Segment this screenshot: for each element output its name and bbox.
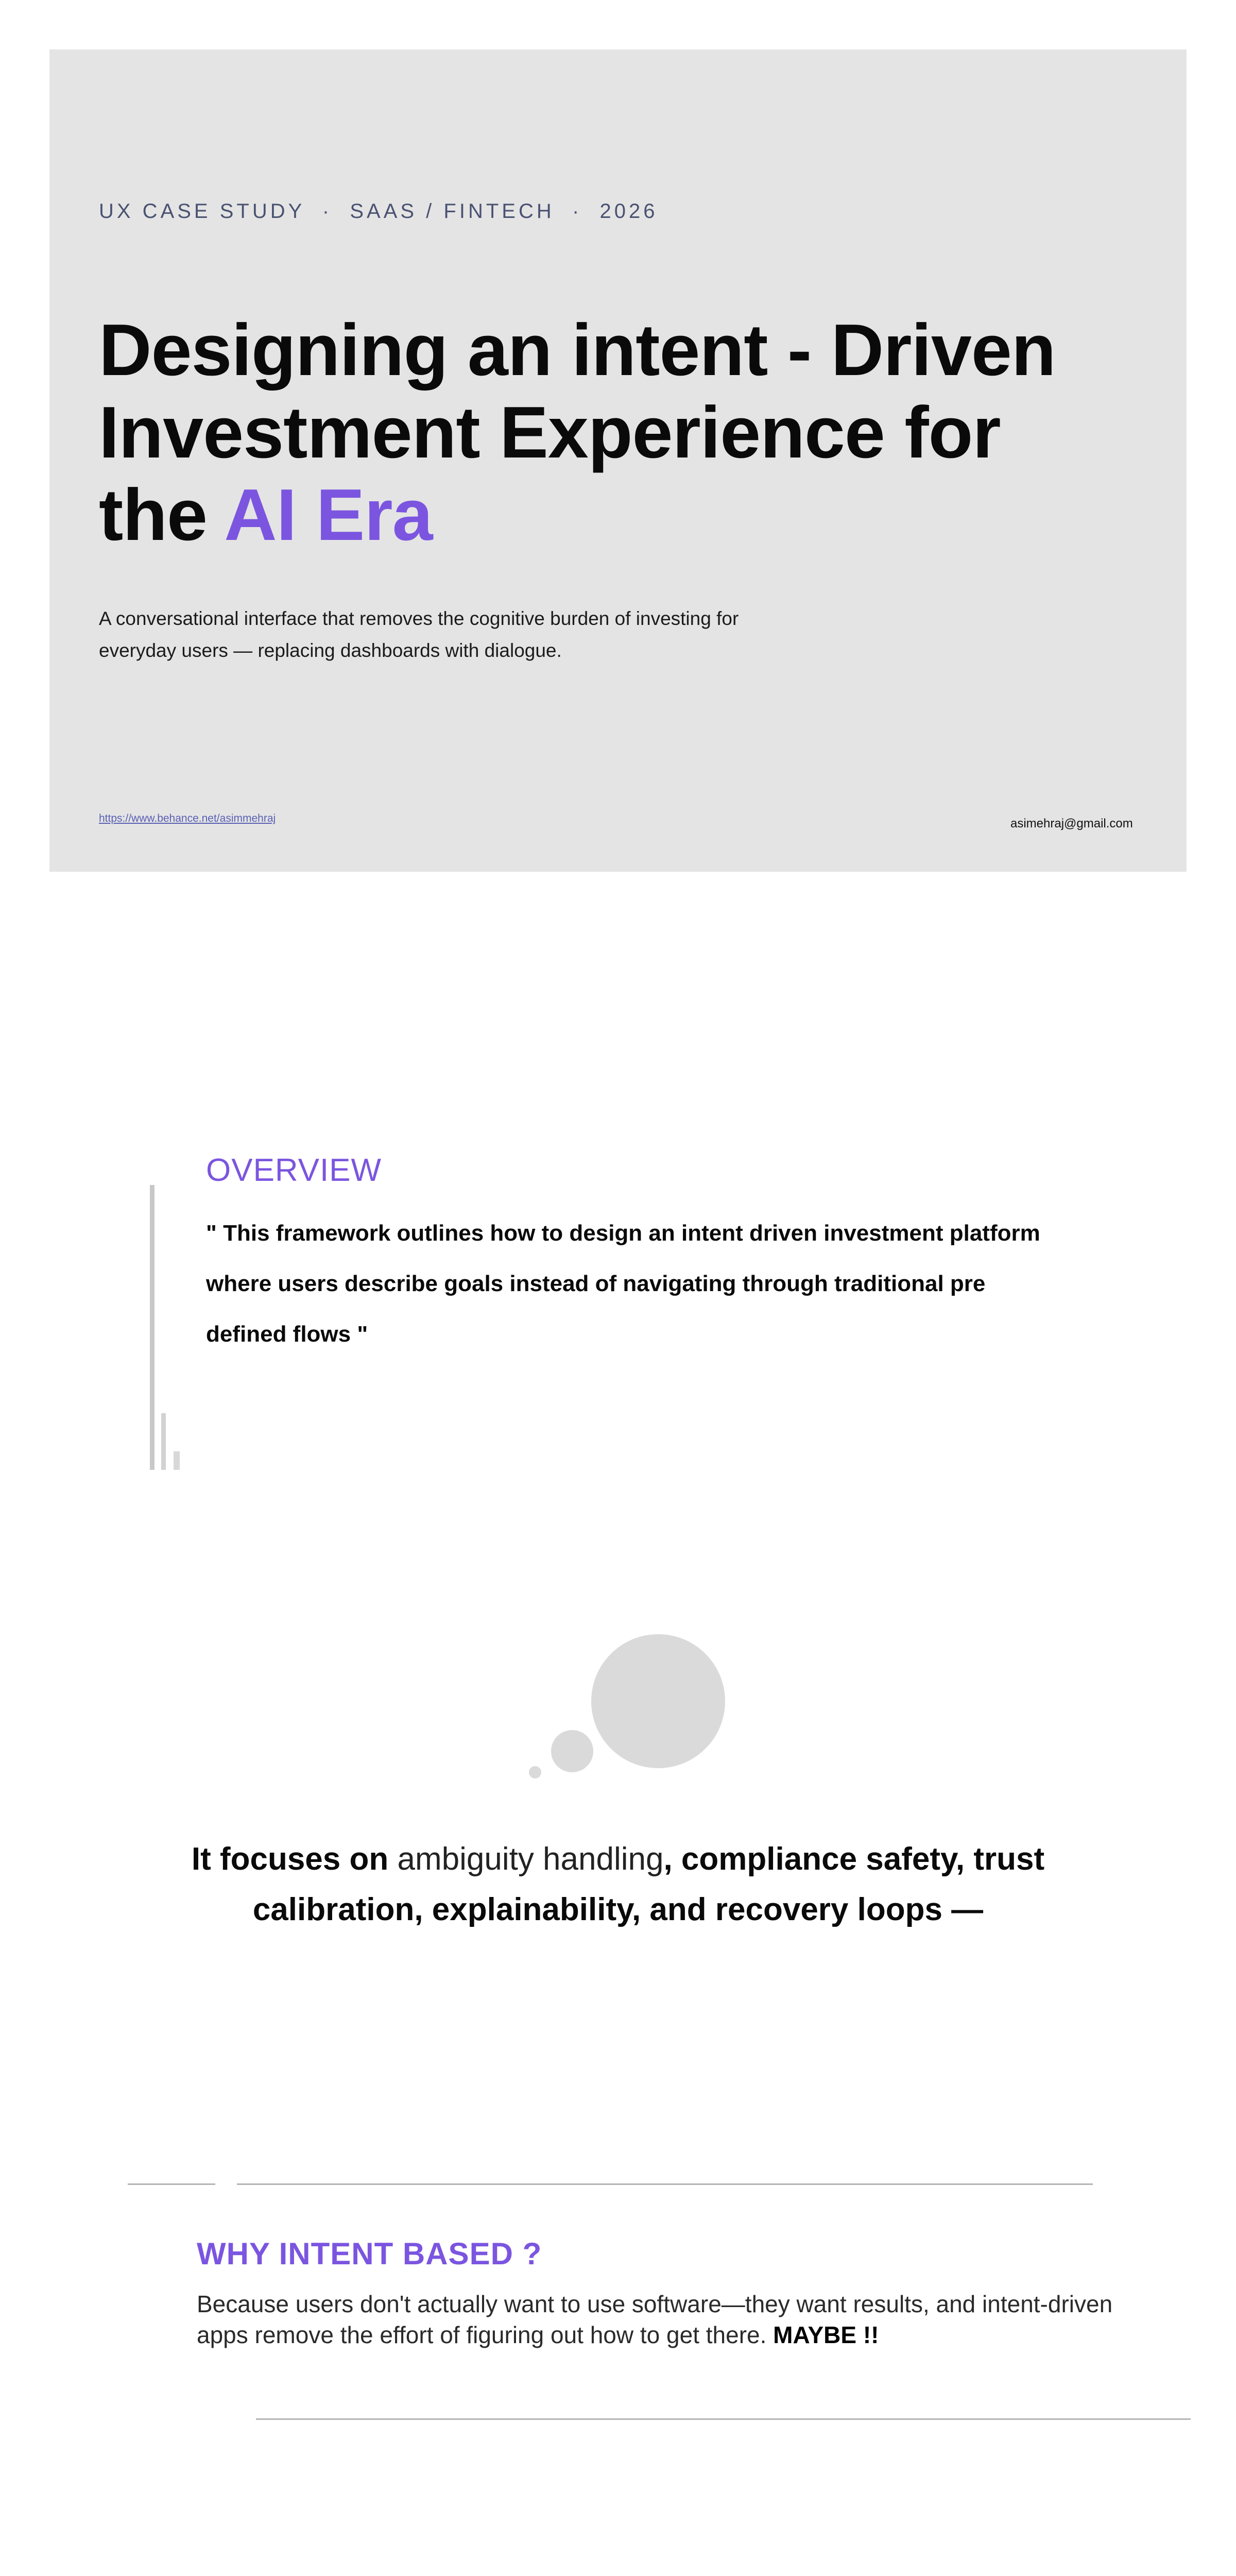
focus-statement (124, 1834, 1112, 1935)
hero-title-line-1: Designing an intent - Driven (99, 309, 1056, 391)
thought-bubble-small (529, 1766, 541, 1778)
overview-accent-bar (150, 1185, 154, 1470)
hero-title-line-2: Investment Experience for (99, 392, 1001, 473)
thought-bubble-large (591, 1634, 725, 1768)
why-intent-body (197, 2289, 1139, 2350)
divider-long (237, 2183, 1093, 2185)
why-intent-emphasis: MAYBE !! (773, 2321, 879, 2348)
overview-accent-bar-tiny (174, 1451, 180, 1470)
why-intent-text: Because users don't actually want to use software—they want results, and intent-driven apps remove the effort of figuring out how to get there. (197, 2291, 1113, 2348)
divider-bottom (256, 2418, 1191, 2420)
overview-quote: " This framework outlines how to design an intent driven investment platform where users describe goals instead of navigating through traditional pre defined flows " (206, 1221, 1040, 1347)
thought-bubble-medium (551, 1730, 593, 1772)
hero-title (99, 309, 1103, 556)
hero-title-line-3 (99, 474, 1103, 556)
hero-title-accent: AI Era (224, 474, 433, 556)
overview-accent-bar-short (161, 1413, 166, 1470)
focus-part-1: It focuses on (191, 1841, 398, 1877)
hero-subtitle: A conversational interface that removes the cognitive burden of investing for everyday users — replacing dashboards with dialogue. (99, 608, 739, 661)
hero-title-prefix: the (99, 474, 225, 556)
focus-part-2: ambiguity handling (397, 1841, 664, 1877)
divider-short (128, 2183, 215, 2185)
focus-part-3: , compliance safety, trust calibration, explainability, and recovery loops — (252, 1841, 1045, 1927)
contact-email: asimehraj@gmail.com (1010, 817, 1133, 831)
why-intent-title: WHY INTENT BASED ? (197, 2236, 542, 2271)
behance-link[interactable]: https://www.behance.net/asimmehraj (99, 812, 276, 824)
hero-eyebrow: UX CASE STUDY · SAAS / FINTECH · 2026 (99, 200, 658, 223)
overview-title: OVERVIEW (206, 1153, 382, 1188)
